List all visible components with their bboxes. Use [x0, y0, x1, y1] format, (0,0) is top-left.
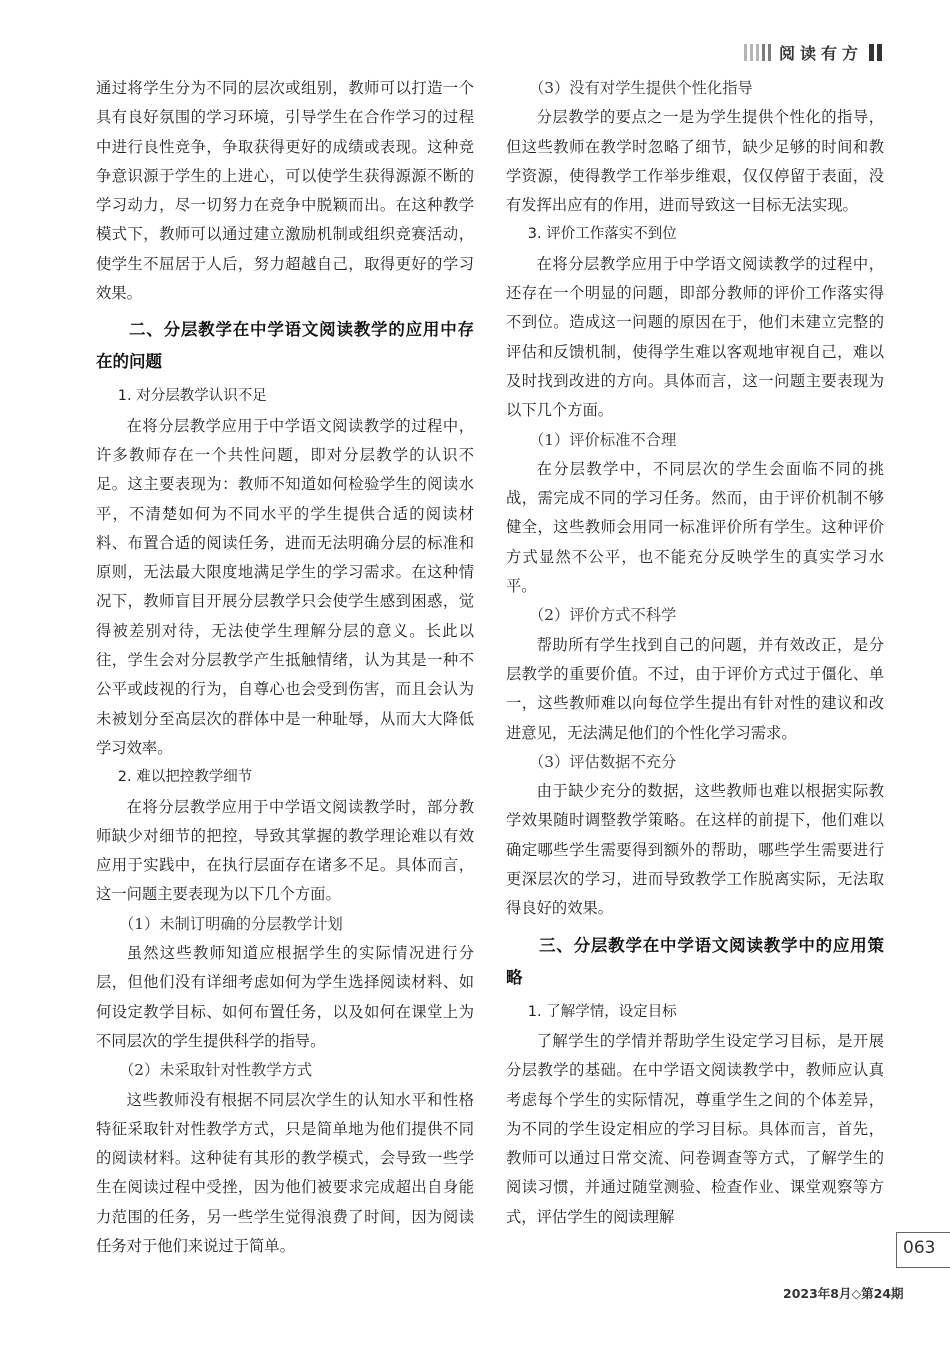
paragraph: 由于缺少充分的数据，这些教师也难以根据实际教学效果随时调整教学策略。在这样的前提下，他们难以确定哪些学生需要得到额外的帮助，哪些学生需要进行更深层次的学习，进而导致教学工作脱离实际，无法取得良好的效果。 [506, 782, 884, 918]
subsection-heading: 2. 难以把控教学细节 [117, 769, 253, 786]
paragraph: 帮助所有学生找到自己的问题，并有效改正，是分层教学的重要价值。不过，由于评价方式过于僵化、单一，这些教师难以向每位学生提出有针对性的建议和改进意见，无法满足他们的个性化学习需求。 [506, 635, 884, 742]
paragraph: 在分层教学中，不同层次的学生会面临不同的挑战，需完成不同的学习任务。然而，由于评价机制不够健全，这些教师会用同一标准评价所有学生。这种评价方式显然不公平，也不能充分反映学生的真实学习水平。 [506, 459, 884, 596]
paragraph: 虽然这些教师知道应根据学生的实际情况进行分层，但他们没有详细考虑如何为学生选择阅读材料、如何设定教学目标、如何布置任务，以及如何在课堂上为不同层次的学生提供科学的指导。 [96, 944, 474, 1050]
section-heading: 二、分层教学在中学语文阅读教学的应用中存在的问题 [96, 320, 474, 372]
left-column [96, 74, 474, 1261]
section-heading: 三、分层教学在中学语文阅读教学中的应用策略 [506, 935, 884, 987]
point-heading: （1）未制订明确的分层教学计划 [118, 914, 343, 933]
issue-info: 2023年8月◇第24期 [783, 1286, 904, 1301]
paragraph: 了解学生的学情并帮助学生设定学习目标，是开展分层教学的基础。在中学语文阅读教学中，教师应认真考虑每个学生的实际情况，尊重学生之间的个体差异，为不同的学生设定相应的学习目标。具体而言，首先，教师可以通过日常交流、问卷调查等方式，了解学生的阅读习惯，并通过随堂测验、检查作业、课堂观察等方式，评估学生的阅读理解 [506, 1031, 884, 1226]
point-heading: （3）评估数据不充分 [528, 752, 677, 771]
paragraph: 在将分层教学应用于中学语文阅读教学时，部分教师缺少对细节的把控，导致其掌握的教学理论难以有效应用于实践中，在执行层面存在诸多不足。具体而言，这一问题主要表现为以下几个方面。 [96, 797, 474, 904]
subsection-heading: 1. 了解学情，设定目标 [527, 1003, 677, 1020]
paragraph: 在将分层教学应用于中学语文阅读教学的过程中，许多教师存在一个共性问题，即对分层教学的认识不足。这主要表现为：教师不知道如何检验学生的阅读水平，不清楚如何为不同水平的学生提供合适的阅读材料、布置合适的阅读任务，进而无法明确分层的标准和原则，无法最大限度地满足学生的学习需求。在这种情况下，教师盲目开展分层教学只会使学生感到困惑，觉得被差别对待，无法使学生理解分层的意义。长此以往，学生会对分层教学产生抵触情绪，认为其是一种不公平或歧视的行为，自尊心也会受到伤害，而且会认为未被划分至高层次的群体中是一种耻辱，从而大大降低学习效率。 [96, 416, 474, 757]
paragraph: 分层教学的要点之一是为学生提供个性化的指导，但这些教师在教学时忽略了细节，缺少足够的时间和教学资源，使得教学工作举步维艰，仅仅停留于表面，没有发挥出应有的作用，进而导致这一目标无法实现。 [506, 108, 884, 215]
point-heading: （2）未采取针对性教学方式 [118, 1061, 313, 1080]
page-number: 063 [903, 1238, 936, 1258]
paragraph: 通过将学生分为不同的层次或组别，教师可以打造一个具有良好氛围的学习环境，引导学生在合作学习的过程中进行良性竞争，争取获得更好的成绩或表现。这种竞争意识源于学生的上进心，可以使学生获得源源不断的学习动力，尽一切努力在竞争中脱颖而出。在这种教学模式下，教师可以通过建立激励机制或组织竞赛活动，使学生不屈居于人后，努力超越自己，取得更好的学习效果。 [96, 79, 474, 303]
paragraph: 在将分层教学应用于中学语文阅读教学的过程中，还存在一个明显的问题，即部分教师的评价工作落实得不到位。造成这一问题的原因在于，他们未建立完整的评估和反馈机制，使得学生难以客观地审视自己，难以及时找到改进的方向。具体而言，这一问题主要表现为以下几个方面。 [506, 254, 884, 420]
running-header [744, 40, 882, 64]
point-heading: （2）评价方式不科学 [528, 606, 677, 625]
header-decoration-blocks [869, 44, 882, 61]
right-column [506, 74, 884, 1232]
subsection-heading: 1. 对分层教学认识不足 [117, 388, 267, 405]
section-name: 阅读有方 [778, 43, 863, 63]
subsection-heading: 3. 评价工作落实不到位 [527, 226, 677, 243]
point-heading: （3）没有对学生提供个性化指导 [528, 79, 753, 97]
header-decoration-bars [744, 44, 771, 61]
paragraph: 这些教师没有根据不同层次学生的认知水平和性格特征采取针对性教学方式，只是简单地为他们提供不同的阅读材料。这种徒有其形的教学模式，会导致一些学生在阅读过程中受挫，因为他们被要求完成超出自身能力范围的任务，另一些学生觉得浪费了时间，因为阅读任务对于他们来说过于简单。 [96, 1090, 474, 1255]
point-heading: （1）评价标准不合理 [528, 430, 677, 449]
